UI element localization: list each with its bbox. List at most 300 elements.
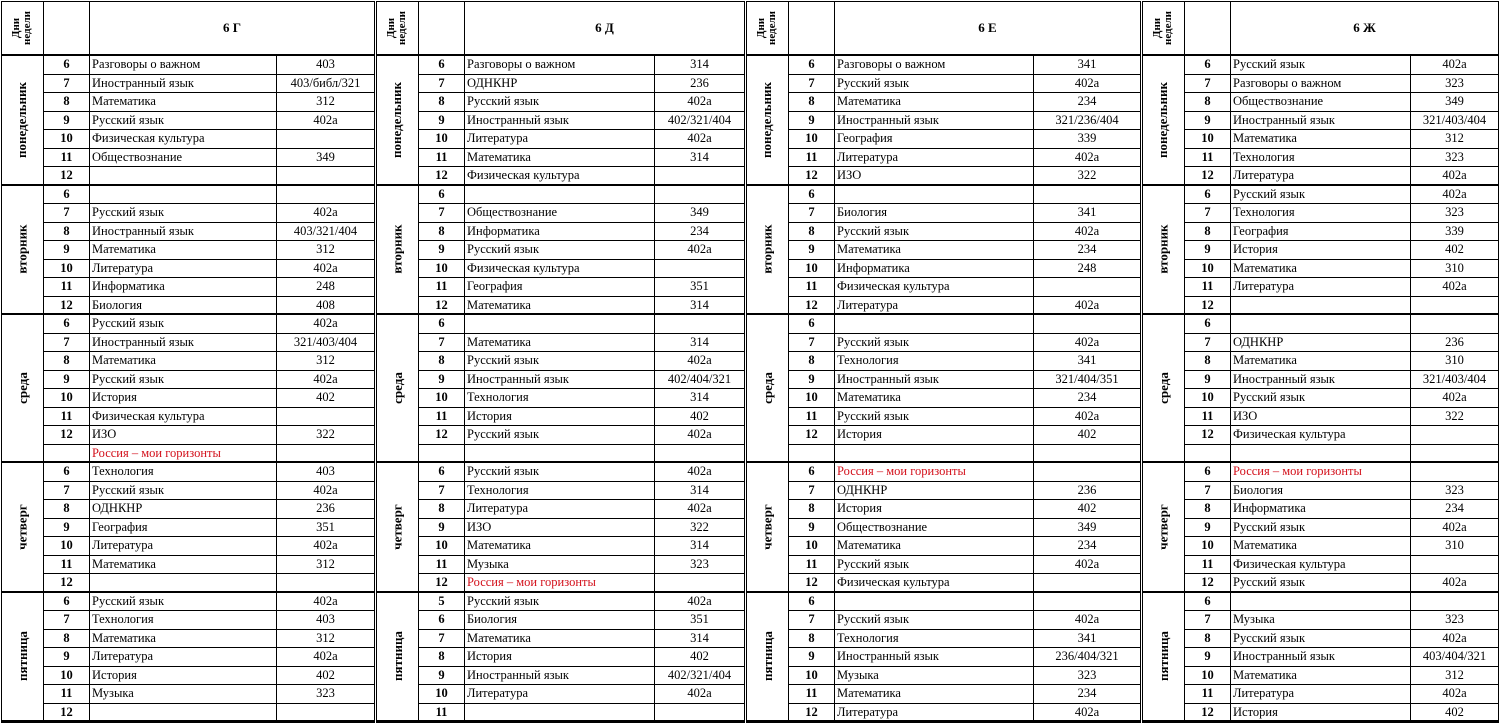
lesson-row	[44, 260, 374, 279]
lesson-room: 402а	[1033, 149, 1140, 167]
lesson-room: 402а	[1410, 56, 1498, 74]
lesson-subject: Физическая культура	[467, 260, 580, 275]
lesson-subject: Информатика	[92, 279, 165, 293]
day-label	[2, 56, 44, 186]
lesson-row	[44, 93, 374, 112]
lesson-row	[1185, 204, 1498, 223]
lesson-number: 11	[44, 278, 90, 296]
lesson-room: 341	[1033, 630, 1140, 648]
lesson-row	[419, 685, 744, 704]
lesson-subject: Математика	[837, 538, 901, 552]
lesson-room: 351	[654, 611, 744, 629]
lesson-number: 6	[1185, 593, 1231, 611]
lesson-room: 321/403/404	[1410, 371, 1498, 389]
lesson-subject: Иностранный язык	[837, 112, 939, 127]
lesson-room: 339	[1410, 223, 1498, 241]
lesson-number: 12	[44, 297, 90, 314]
lesson-room: 402а	[276, 260, 374, 278]
day-label	[2, 315, 44, 463]
lesson-number: 6	[789, 315, 835, 333]
lesson-row	[419, 130, 744, 149]
lesson-row	[789, 556, 1140, 575]
lesson-subject: Технология	[1233, 149, 1295, 164]
lesson-row	[1185, 241, 1498, 260]
lesson-room	[1410, 445, 1498, 462]
lesson-number: 6	[44, 593, 90, 611]
lesson-number: 8	[1185, 500, 1231, 518]
day-label	[747, 315, 789, 463]
lesson-number: 12	[1185, 426, 1231, 444]
lesson-number: 8	[419, 648, 465, 666]
lesson-subject: Физическая культура	[92, 131, 205, 145]
lesson-row	[419, 204, 744, 223]
lesson-row	[44, 630, 374, 649]
lesson-number: 10	[789, 260, 835, 278]
lesson-subject: Биология	[92, 297, 143, 312]
lesson-row	[789, 112, 1140, 131]
lesson-subject: Русский язык	[92, 205, 165, 219]
lesson-room	[1033, 445, 1140, 462]
lesson-row	[1185, 260, 1498, 279]
lesson-subject: Математика	[1233, 131, 1297, 145]
lesson-subject: Литература	[1233, 279, 1294, 293]
lesson-subject: Русский язык	[467, 593, 540, 608]
lesson-subject: Русский язык	[467, 242, 540, 256]
lesson-room	[1033, 574, 1140, 591]
lesson-subject: Русский язык	[837, 334, 910, 349]
lesson-row	[44, 685, 374, 704]
lesson-number: 9	[1185, 648, 1231, 666]
lesson-row	[1185, 667, 1498, 686]
lesson-row	[44, 334, 374, 353]
lesson-subject: Технология	[467, 482, 529, 497]
lesson-row	[44, 482, 374, 501]
lesson-row	[1185, 93, 1498, 112]
lesson-subject: Русский язык	[1233, 390, 1306, 404]
lesson-row	[419, 334, 744, 353]
lesson-subject: Русский язык	[92, 316, 165, 330]
lesson-subject: Информатика	[837, 260, 910, 275]
day-name: пятница	[1155, 631, 1171, 682]
lesson-subject: Русский язык	[92, 482, 165, 497]
lesson-subject: Россия – мои горизонты	[92, 445, 221, 460]
lesson-room: 402а	[1033, 611, 1140, 629]
lesson-number: 6	[789, 56, 835, 74]
lesson-subject: Русский язык	[1233, 519, 1306, 534]
day-name: пятница	[14, 631, 30, 682]
lesson-row	[419, 75, 744, 94]
lesson-room: 402	[1033, 500, 1140, 518]
lesson-room: 323	[1410, 204, 1498, 222]
lesson-room	[1033, 315, 1140, 333]
lesson-subject: История	[92, 667, 137, 682]
lesson-row	[1185, 75, 1498, 94]
lesson-subject: Физическая культура	[837, 279, 950, 293]
lesson-subject: Разговоры о важном	[92, 57, 201, 71]
table-header	[377, 2, 744, 56]
day-name: среда	[14, 372, 30, 404]
lesson-subject: Математика	[467, 630, 531, 645]
lesson-subject: Литература	[92, 538, 153, 552]
lesson-room: 402а	[1410, 574, 1498, 591]
lesson-room: 341	[1033, 352, 1140, 370]
lesson-number: 7	[419, 334, 465, 352]
lesson-room: 234	[654, 223, 744, 241]
lesson-row	[44, 704, 374, 723]
lesson-number-header	[789, 2, 835, 54]
lesson-number: 6	[419, 186, 465, 204]
lesson-subject: Русский язык	[837, 75, 910, 90]
lesson-row	[1185, 149, 1498, 168]
lesson-subject: Русский язык	[837, 556, 910, 571]
lesson-room	[1033, 186, 1140, 204]
day-name: четверг	[14, 504, 30, 550]
lesson-subject: География	[1233, 223, 1289, 238]
lesson-number: 12	[44, 167, 90, 184]
lesson-subject: Литература	[92, 260, 153, 275]
lesson-number: 7	[44, 204, 90, 222]
lesson-room: 402а	[1410, 278, 1498, 296]
lesson-number: 9	[44, 112, 90, 130]
lesson-number: 8	[419, 352, 465, 370]
lesson-subject: Технология	[837, 353, 899, 367]
lesson-subject: Музыка	[1233, 612, 1275, 626]
lesson-subject: Иностранный язык	[1233, 649, 1335, 663]
lesson-row	[419, 149, 744, 168]
lesson-room: 314	[654, 149, 744, 167]
day-column-header	[747, 2, 789, 54]
lesson-room: 402а	[276, 537, 374, 555]
lesson-row	[419, 352, 744, 371]
lesson-room	[654, 445, 744, 462]
lesson-subject: Математика	[837, 94, 901, 108]
lesson-room: 402	[654, 408, 744, 426]
lesson-row	[44, 445, 374, 464]
lesson-room: 323	[1410, 75, 1498, 93]
lesson-number: 10	[419, 260, 465, 278]
lesson-number: 10	[1185, 389, 1231, 407]
lesson-number: 9	[789, 371, 835, 389]
lesson-number: 11	[419, 149, 465, 167]
lesson-number: 8	[44, 223, 90, 241]
lesson-number: 12	[419, 574, 465, 591]
lesson-row	[44, 352, 374, 371]
day-name: понедельник	[389, 81, 405, 158]
lesson-number: 11	[419, 556, 465, 574]
lesson-number: 10	[44, 537, 90, 555]
lesson-row	[419, 315, 744, 334]
lesson-number: 10	[44, 130, 90, 148]
day-label	[2, 593, 44, 723]
lesson-subject: Технология	[837, 630, 899, 645]
lesson-room: 349	[654, 204, 744, 222]
lesson-number: 10	[789, 389, 835, 407]
lesson-number: 8	[1185, 352, 1231, 370]
lesson-room: 248	[276, 278, 374, 296]
lesson-subject: Русский язык	[837, 223, 910, 238]
lesson-number: 10	[789, 667, 835, 685]
lesson-room: 402а	[1410, 389, 1498, 407]
lesson-row	[419, 56, 744, 75]
day-name: четверг	[1155, 504, 1171, 550]
lesson-room: 403/библ/321	[276, 75, 374, 93]
lesson-room: 349	[1410, 93, 1498, 111]
lesson-number: 9	[789, 648, 835, 666]
lesson-subject: Литература	[92, 649, 153, 663]
lesson-subject: История	[1233, 242, 1278, 256]
lesson-subject: ИЗО	[92, 427, 117, 441]
lesson-number: 12	[1185, 167, 1231, 184]
lesson-subject: Русский язык	[467, 94, 540, 108]
lesson-row	[419, 278, 744, 297]
lesson-row	[44, 130, 374, 149]
lesson-room: 234	[1033, 685, 1140, 703]
lesson-row	[789, 130, 1140, 149]
lesson-room: 312	[1410, 667, 1498, 685]
lesson-subject: Иностранный язык	[467, 667, 569, 682]
lesson-number: 12	[789, 297, 835, 314]
lesson-row	[1185, 500, 1498, 519]
lesson-room: 323	[1410, 482, 1498, 500]
lesson-row	[1185, 556, 1498, 575]
lesson-row	[419, 630, 744, 649]
lesson-room	[654, 315, 744, 333]
lesson-number: 7	[419, 482, 465, 500]
day-name: вторник	[14, 224, 30, 274]
lesson-row	[789, 278, 1140, 297]
lesson-row	[44, 297, 374, 316]
day-column-header	[2, 2, 44, 54]
table-header	[747, 2, 1140, 56]
lesson-subject: Литература	[467, 686, 528, 700]
lesson-subject: История	[837, 427, 882, 441]
lesson-room: 402	[1410, 241, 1498, 259]
day-label	[377, 463, 419, 593]
lesson-number: 7	[44, 334, 90, 352]
lesson-subject: Русский язык	[837, 612, 910, 626]
lesson-room: 403/404/321	[1410, 648, 1498, 666]
lesson-row	[789, 574, 1140, 593]
lesson-room: 314	[654, 537, 744, 555]
lesson-row	[44, 241, 374, 260]
lesson-room: 321/404/351	[1033, 371, 1140, 389]
lesson-row	[789, 167, 1140, 186]
lesson-room: 402а	[654, 500, 744, 518]
lesson-room: 402а	[1033, 408, 1140, 426]
day-name: среда	[1155, 372, 1171, 404]
lesson-number: 9	[419, 112, 465, 130]
day-name: среда	[759, 372, 775, 404]
lesson-room: 322	[1033, 167, 1140, 184]
lesson-subject: Математика	[837, 390, 901, 404]
lesson-number: 7	[1185, 611, 1231, 629]
lesson-number: 12	[1185, 704, 1231, 721]
lesson-row	[419, 482, 744, 501]
table-header	[2, 2, 374, 56]
lesson-number: 6	[1185, 315, 1231, 333]
lesson-number: 10	[419, 130, 465, 148]
lesson-subject: География	[467, 279, 523, 293]
lesson-room	[276, 186, 374, 204]
lesson-row	[44, 648, 374, 667]
lesson-room	[276, 574, 374, 591]
lesson-number: 7	[1185, 75, 1231, 93]
lesson-subject: Разговоры о важном	[1233, 75, 1342, 90]
class-block	[746, 1, 1141, 723]
lesson-room: 402	[276, 667, 374, 685]
day-name: среда	[389, 372, 405, 404]
lesson-row	[419, 611, 744, 630]
lesson-number: 10	[44, 389, 90, 407]
lesson-number: 11	[789, 278, 835, 296]
lesson-row	[1185, 704, 1498, 723]
lesson-room: 321/236/404	[1033, 112, 1140, 130]
lesson-subject: Математика	[92, 556, 156, 571]
lesson-number: 11	[44, 149, 90, 167]
lesson-number: 7	[44, 482, 90, 500]
day-name: понедельник	[14, 81, 30, 158]
lesson-row	[789, 537, 1140, 556]
day-label	[377, 593, 419, 723]
day-label	[1143, 593, 1185, 723]
lesson-row	[1185, 186, 1498, 205]
day-name: вторник	[1155, 224, 1171, 274]
lesson-number: 7	[44, 611, 90, 629]
lesson-subject: Россия – мои горизонты	[467, 575, 596, 589]
lesson-room: 322	[654, 519, 744, 537]
class-block	[1, 1, 375, 723]
lesson-row	[419, 167, 744, 186]
lesson-subject: Иностранный язык	[92, 75, 194, 90]
lesson-row	[419, 519, 744, 538]
lesson-number: 7	[789, 611, 835, 629]
lesson-subject: Литература	[837, 149, 898, 164]
lesson-subject: История	[467, 408, 512, 423]
lesson-room: 402а	[1410, 519, 1498, 537]
lesson-number: 7	[44, 75, 90, 93]
lesson-room: 310	[1410, 260, 1498, 278]
lesson-subject: Русский язык	[467, 464, 540, 478]
lesson-number: 11	[789, 408, 835, 426]
lesson-number: 10	[1185, 130, 1231, 148]
lesson-subject: Физическая культура	[1233, 556, 1346, 571]
day-label	[1143, 463, 1185, 593]
lesson-subject: ОДНКНР	[92, 501, 143, 515]
lesson-number: 9	[789, 519, 835, 537]
lesson-subject: Иностранный язык	[92, 334, 194, 349]
lesson-room: 312	[276, 556, 374, 574]
lesson-subject: Литература	[467, 501, 528, 515]
lesson-subject: Математика	[92, 630, 156, 645]
lesson-number: 6	[44, 186, 90, 204]
day-column-label: Дни недели	[1151, 10, 1175, 46]
lesson-subject: Разговоры о важном	[837, 57, 946, 71]
lesson-room: 402а	[276, 648, 374, 666]
lesson-number: 8	[789, 223, 835, 241]
lesson-subject: Иностранный язык	[1233, 371, 1335, 386]
lesson-row	[789, 648, 1140, 667]
lesson-room	[1410, 463, 1498, 481]
lesson-room: 402а	[654, 463, 744, 481]
lesson-row	[44, 389, 374, 408]
lesson-number: 10	[419, 389, 465, 407]
lesson-room: 234	[1033, 389, 1140, 407]
lesson-room: 314	[654, 56, 744, 74]
lesson-number: 6	[789, 186, 835, 204]
lesson-row	[44, 75, 374, 94]
lesson-number: 7	[419, 204, 465, 222]
lesson-number: 12	[44, 704, 90, 721]
lesson-number: 7	[789, 204, 835, 222]
lesson-number: 12	[419, 297, 465, 314]
lesson-number: 7	[419, 630, 465, 648]
lesson-number: 8	[1185, 223, 1231, 241]
lesson-room: 402а	[1410, 167, 1498, 184]
lesson-room: 323	[1410, 611, 1498, 629]
lesson-subject: Обществознание	[837, 519, 928, 534]
lesson-number: 8	[44, 500, 90, 518]
lesson-room: 349	[1033, 519, 1140, 537]
lesson-row	[419, 112, 744, 131]
day-column-header	[1143, 2, 1185, 54]
lesson-row	[44, 537, 374, 556]
day-label	[1143, 56, 1185, 186]
lesson-subject: Биология	[467, 612, 518, 626]
lesson-number: 6	[419, 611, 465, 629]
lesson-subject: Информатика	[467, 223, 540, 238]
lesson-room	[276, 445, 374, 462]
lesson-subject: География	[92, 519, 148, 534]
lesson-row	[789, 204, 1140, 223]
lesson-subject: ОДНКНР	[1233, 334, 1284, 349]
lesson-number: 12	[44, 426, 90, 444]
lesson-room	[1033, 463, 1140, 481]
lesson-row	[1185, 648, 1498, 667]
day-name: пятница	[389, 631, 405, 682]
lesson-subject: Физическая культура	[467, 168, 580, 182]
lesson-subject: История	[92, 390, 137, 404]
lesson-subject: Технология	[92, 464, 154, 478]
lesson-subject: Математика	[1233, 538, 1297, 552]
lesson-row	[789, 75, 1140, 94]
lesson-row	[419, 500, 744, 519]
lesson-number: 11	[789, 685, 835, 703]
lesson-subject: Русский язык	[1233, 57, 1306, 71]
day-column-header	[377, 2, 419, 54]
lesson-row	[1185, 426, 1498, 445]
lesson-subject: Русский язык	[467, 427, 540, 441]
lesson-room	[1033, 593, 1140, 611]
lesson-row	[419, 593, 744, 612]
lesson-subject: Русский язык	[1233, 575, 1306, 589]
lesson-number: 11	[1185, 149, 1231, 167]
lesson-number: 8	[44, 93, 90, 111]
lesson-room: 402а	[276, 593, 374, 611]
lesson-number-header	[1185, 2, 1231, 54]
lesson-room: 402а	[276, 315, 374, 333]
lesson-room: 402а	[654, 426, 744, 444]
lesson-subject: ИЗО	[1233, 408, 1258, 423]
lesson-room	[1410, 556, 1498, 574]
lesson-room: 402а	[654, 352, 744, 370]
lesson-subject: Математика	[1233, 260, 1297, 275]
lesson-number: 11	[419, 704, 465, 721]
lesson-room: 323	[1033, 667, 1140, 685]
lesson-room: 234	[1033, 93, 1140, 111]
lesson-subject: Математика	[92, 94, 156, 108]
day-label	[377, 56, 419, 186]
class-name: 6 Ж	[1353, 20, 1376, 35]
